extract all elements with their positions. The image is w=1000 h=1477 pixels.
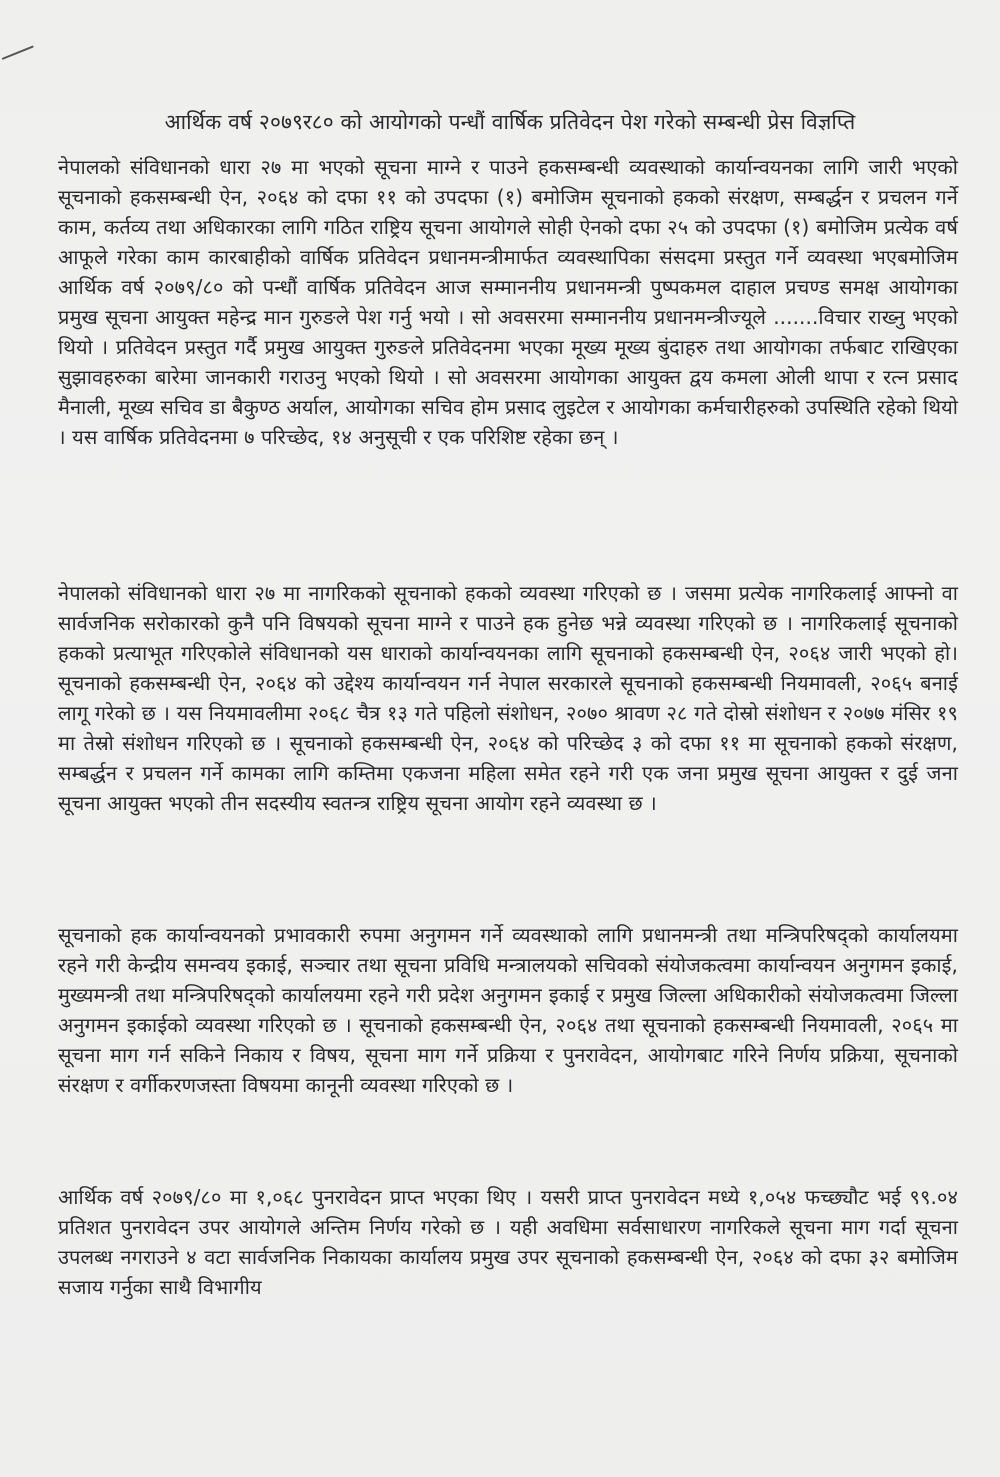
paragraph-annual-report-submission: नेपालको संविधानको धारा २७ मा भएको सूचना माग्ने र पाउने हकसम्बन्धी व्यवस्थाको कार्यान्वयनका लागि जारी भएको सूचनाको हकसम्बन्धी ऐन, २०६४ को दफा ११ को उपदफा (१) बमोजिम सूचनाको हकको संरक्षण, सम्बर्द्धन र प्रचलन गर्ने काम, कर्तव्य तथा अधिकारका लागि गठित राष्ट्रिय सूचना आयोगले सोही ऐनको दफा २५ को उपदफा (१) बमोजिम प्रत्येक वर्ष आफूले गरेका काम कारबाहीको वार्षिक प्रतिवेदन प्रधानमन्त्रीमार्फत व्यवस्थापिका संसदमा प्रस्तुत गर्ने व्यवस्था भएबमोजिम आर्थिक वर्ष २०७९/८० को पन्धौं वार्षिक प्रतिवेदन आज सम्माननीय प्रधानमन्त्री पुष्पकमल दाहाल प्रचण्ड समक्ष आयोगका प्रमुख सूचना आयुक्त महेन्द्र मान गुरुङले पेश गर्नु भयो । सो अवसरमा सम्माननीय प्रधानमन्त्रीज्यूले .......विचार राख्नु भएको थियो । प्रतिवेदन प्रस्तुत गर्दै प्रमुख आयुक्त गुरुङले प्रतिवेदनमा भएका मूख्य मूख्य बुंदाहरु तथा आयोगका तर्फबाट राखिएका सुझावहरुका बारेमा जानकारी गराउनु भएको थियो । सो अवसरमा आयोगका आयुक्त द्वय कमला ओली थापा र रत्न प्रसाद मैनाली, मूख्य सचिव डा बैकुण्ठ अर्याल, आयोगका सचिव होम प्रसाद लुइटेल र आयोगका कर्मचारीहरुको उपस्थिति रहेको थियो । यस वार्षिक प्रतिवेदनमा ७ परिच्छेद, १४ अनुसूची र एक परिशिष्ट रहेका छन् । [58,155,958,449]
pen-mark [2,45,34,60]
press-release-title: आर्थिक वर्ष २०७९र८० को आयोगको पन्धौं वार्षिक प्रतिवेदन पेश गरेको सम्बन्धी प्रेस विज्ञप्ति [164,110,856,134]
paragraph-constitutional-provision: नेपालको संविधानको धारा २७ मा नागरिकको सूचनाको हकको व्यवस्था गरिएको छ । जसमा प्रत्येक नागरिकलाई आफ्नो वा सार्वजनिक सरोकारको कुनै पनि विषयको सूचना माग्ने र पाउने हक हुनेछ भन्ने व्यवस्था गरिएको छ । नागरिकलाई सूचनाको हकको प्रत्याभूत गरिएकोले संविधानको यस धाराको कार्यान्वयनका लागि सूचनाको हकसम्बन्धी ऐन, २०६४ जारी भएको हो। सूचनाको हकसम्बन्धी ऐन, २०६४ को उद्देश्य कार्यान्वयन गर्न नेपाल सरकारले सूचनाको हकसम्बन्धी नियमावली, २०६५ बनाई लागू गरेको छ । यस नियमावलीमा २०६८ चैत्र १३ गते पहिलो संशोधन, २०७० श्रावण २८ गते दोस्रो संशोधन र २०७७ मंसिर १९ मा तेस्रो संशोधन गरिएको छ । सूचनाको हकसम्बन्धी ऐन, २०६४ को परिच्छेद ३ को दफा ११ मा सूचनाको हकको संरक्षण, सम्बर्द्धन र प्रचलन गर्ने कामका लागि कम्तिमा एकजना महिला समेत रहने गरी एक जना प्रमुख सूचना आयुक्त र दुई जना सूचना आयुक्त भएको तीन सदस्यीय स्वतन्त्र राष्ट्रिय सूचना आयोग रहने व्यवस्था छ । [58,581,958,815]
paragraph-monitoring-mechanism: सूचनाको हक कार्यान्वयनको प्रभावकारी रुपमा अनुगमन गर्ने व्यवस्थाको लागि प्रधानमन्त्री तथा मन्त्रिपरिषद्को कार्यालयमा रहने गरी केन्द्रीय समन्वय इकाई, सञ्चार तथा सूचना प्रविधि मन्त्रालयको सचिवको संयोजकत्वमा कार्यान्वयन अनुगमन इकाई, मुख्यमन्त्री तथा मन्त्रिपरिषद्को कार्यालयमा रहने गरी प्रदेश अनुगमन इकाई र प्रमुख जिल्ला अधिकारीको संयोजकत्वमा जिल्ला अनुगमन इकाईको व्यवस्था गरिएको छ । सूचनाको हकसम्बन्धी ऐन, २०६४ तथा सूचनाको हकसम्बन्धी नियमावली, २०६५ मा सूचना माग गर्न सकिने निकाय र विषय, सूचना माग गर्ने प्रक्रिया र पुनरावेदन, आयोगबाट गरिने निर्णय प्रक्रिया, सूचनाको संरक्षण र वर्गीकरणजस्ता विषयमा कानूनी व्यवस्था गरिएको छ । [58,923,958,1097]
paragraph-appeal-statistics: आर्थिक वर्ष २०७९/८० मा १,०६८ पुनरावेदन प्राप्त भएका थिए । यसरी प्राप्त पुनरावेदन मध्ये १,०५४ फच्छ्यौट भई ९९.०४ प्रतिशत पुनरावेदन उपर आयोगले अन्तिम निर्णय गरेको छ । यही अवधिमा सर्वसाधारण नागरिकले सूचना माग गर्दा सूचना उपलब्ध नगराउने ४ वटा सार्वजनिक निकायका कार्यालय प्रमुख उपर सूचनाको हकसम्बन्धी ऐन, २०६४ को दफा ३२ बमोजिम सजाय गर्नुका साथै विभागीय [58,1185,958,1299]
